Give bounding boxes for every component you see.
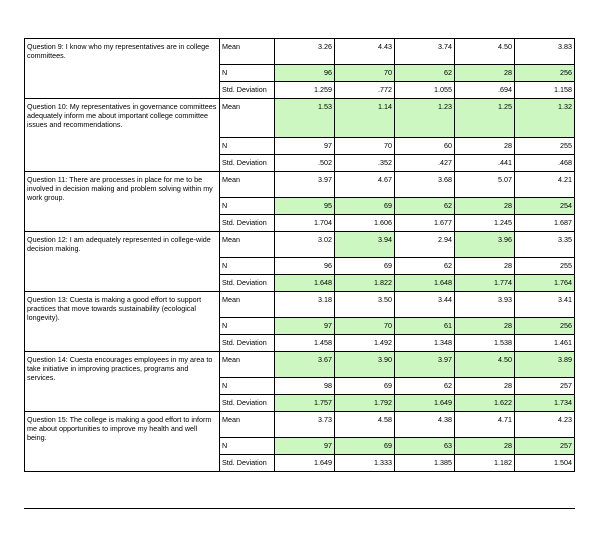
mean-value-cell: 3.26	[275, 39, 335, 65]
mean-value-cell: 3.83	[515, 39, 575, 65]
question-text: Question 14: Cuesta encourages employees in my area to take initiative in improving practices, programs and services.	[25, 352, 220, 412]
std-deviation-value-cell: 1.333	[335, 455, 395, 472]
std-deviation-value-cell: 1.704	[275, 215, 335, 232]
mean-value-cell: 1.14	[335, 99, 395, 138]
row-label-mean: Mean	[220, 172, 275, 198]
std-deviation-value-cell: 1.734	[515, 395, 575, 412]
n-value-cell: 96	[275, 258, 335, 275]
std-deviation-value-cell: 1.622	[455, 395, 515, 412]
mean-value-cell: 3.41	[515, 292, 575, 318]
row-label-std-deviation: Std. Deviation	[220, 455, 275, 472]
mean-value-cell: 3.73	[275, 412, 335, 438]
n-value-cell: 69	[335, 378, 395, 395]
n-value-cell: 70	[335, 318, 395, 335]
n-value-cell: 97	[275, 138, 335, 155]
n-value-cell: 28	[455, 138, 515, 155]
mean-value-cell: 1.25	[455, 99, 515, 138]
row-label-mean: Mean	[220, 412, 275, 438]
n-value-cell: 28	[455, 318, 515, 335]
std-deviation-value-cell: 1.687	[515, 215, 575, 232]
n-value-cell: 257	[515, 378, 575, 395]
n-value-cell: 28	[455, 258, 515, 275]
n-value-cell: 69	[335, 258, 395, 275]
n-value-cell: 28	[455, 378, 515, 395]
row-label-mean: Mean	[220, 292, 275, 318]
mean-value-cell: 4.43	[335, 39, 395, 65]
mean-value-cell: 3.44	[395, 292, 455, 318]
n-value-cell: 256	[515, 318, 575, 335]
n-value-cell: 257	[515, 438, 575, 455]
mean-value-cell: 3.89	[515, 352, 575, 378]
row-label-n: N	[220, 378, 275, 395]
n-value-cell: 97	[275, 438, 335, 455]
mean-value-cell: 3.74	[395, 39, 455, 65]
mean-value-cell: 4.67	[335, 172, 395, 198]
n-value-cell: 61	[395, 318, 455, 335]
mean-value-cell: 3.97	[275, 172, 335, 198]
mean-value-cell: 3.90	[335, 352, 395, 378]
std-deviation-value-cell: 1.649	[395, 395, 455, 412]
row-label-std-deviation: Std. Deviation	[220, 275, 275, 292]
n-value-cell: 28	[455, 65, 515, 82]
question-text: Question 13: Cuesta is making a good effort to support practices that move towards sustainability (ecological longevity).	[25, 292, 220, 352]
question-text: Question 9: I know who my representatives are in college committees.	[25, 39, 220, 99]
mean-value-cell: 2.94	[395, 232, 455, 258]
std-deviation-value-cell: 1.648	[395, 275, 455, 292]
n-value-cell: 60	[395, 138, 455, 155]
mean-value-cell: 1.32	[515, 99, 575, 138]
n-value-cell: 62	[395, 198, 455, 215]
mean-value-cell: 3.96	[455, 232, 515, 258]
mean-value-cell: 5.07	[455, 172, 515, 198]
row-label-n: N	[220, 438, 275, 455]
std-deviation-value-cell: 1.245	[455, 215, 515, 232]
n-value-cell: 254	[515, 198, 575, 215]
row-label-mean: Mean	[220, 352, 275, 378]
row-label-mean: Mean	[220, 39, 275, 65]
n-value-cell: 62	[395, 378, 455, 395]
n-value-cell: 69	[335, 198, 395, 215]
mean-value-cell: 1.23	[395, 99, 455, 138]
row-label-n: N	[220, 138, 275, 155]
mean-value-cell: 4.21	[515, 172, 575, 198]
std-deviation-value-cell: 1.774	[455, 275, 515, 292]
mean-value-cell: 4.71	[455, 412, 515, 438]
n-value-cell: 28	[455, 438, 515, 455]
mean-value-cell: 3.67	[275, 352, 335, 378]
row-label-std-deviation: Std. Deviation	[220, 215, 275, 232]
row-label-n: N	[220, 198, 275, 215]
row-label-mean: Mean	[220, 232, 275, 258]
mean-value-cell: 3.50	[335, 292, 395, 318]
mean-value-cell: 4.38	[395, 412, 455, 438]
std-deviation-value-cell: .468	[515, 155, 575, 172]
mean-value-cell: 4.50	[455, 352, 515, 378]
std-deviation-value-cell: 1.606	[335, 215, 395, 232]
row-label-n: N	[220, 318, 275, 335]
std-deviation-value-cell: 1.458	[275, 335, 335, 352]
std-deviation-value-cell: .427	[395, 155, 455, 172]
std-deviation-value-cell: 1.822	[335, 275, 395, 292]
mean-value-cell: 3.94	[335, 232, 395, 258]
mean-value-cell: 3.97	[395, 352, 455, 378]
std-deviation-value-cell: .441	[455, 155, 515, 172]
survey-results-table	[24, 38, 575, 472]
std-deviation-value-cell: 1.461	[515, 335, 575, 352]
std-deviation-value-cell: 1.757	[275, 395, 335, 412]
n-value-cell: 96	[275, 65, 335, 82]
table-row	[25, 352, 575, 378]
table-row	[25, 172, 575, 198]
std-deviation-value-cell: .694	[455, 82, 515, 99]
table-bottom-border	[24, 508, 575, 509]
std-deviation-value-cell: 1.538	[455, 335, 515, 352]
mean-value-cell: 1.53	[275, 99, 335, 138]
std-deviation-value-cell: 1.055	[395, 82, 455, 99]
std-deviation-value-cell: 1.385	[395, 455, 455, 472]
question-text: Question 11: There are processes in place for me to be involved in decision making and problem solving within my work group.	[25, 172, 220, 232]
n-value-cell: 98	[275, 378, 335, 395]
mean-value-cell: 3.35	[515, 232, 575, 258]
question-text: Question 15: The college is making a good effort to inform me about opportunities to improve my health and well being.	[25, 412, 220, 472]
std-deviation-value-cell: .502	[275, 155, 335, 172]
mean-value-cell: 3.93	[455, 292, 515, 318]
n-value-cell: 69	[335, 438, 395, 455]
mean-value-cell: 4.23	[515, 412, 575, 438]
std-deviation-value-cell: 1.649	[275, 455, 335, 472]
n-value-cell: 63	[395, 438, 455, 455]
mean-value-cell: 3.18	[275, 292, 335, 318]
std-deviation-value-cell: 1.504	[515, 455, 575, 472]
table-row	[25, 232, 575, 258]
std-deviation-value-cell: 1.259	[275, 82, 335, 99]
std-deviation-value-cell: 1.792	[335, 395, 395, 412]
question-text: Question 10: My representatives in governance committees adequately inform me about important college committee issues and recommendations.	[25, 99, 220, 172]
n-value-cell: 95	[275, 198, 335, 215]
row-label-std-deviation: Std. Deviation	[220, 395, 275, 412]
table-row	[25, 39, 575, 65]
n-value-cell: 255	[515, 138, 575, 155]
n-value-cell: 70	[335, 138, 395, 155]
n-value-cell: 62	[395, 258, 455, 275]
std-deviation-value-cell: 1.158	[515, 82, 575, 99]
row-label-mean: Mean	[220, 99, 275, 138]
row-label-std-deviation: Std. Deviation	[220, 335, 275, 352]
mean-value-cell: 4.50	[455, 39, 515, 65]
mean-value-cell: 4.58	[335, 412, 395, 438]
n-value-cell: 70	[335, 65, 395, 82]
n-value-cell: 28	[455, 198, 515, 215]
table-row	[25, 412, 575, 438]
std-deviation-value-cell: 1.764	[515, 275, 575, 292]
std-deviation-value-cell: 1.182	[455, 455, 515, 472]
n-value-cell: 256	[515, 65, 575, 82]
std-deviation-value-cell: 1.348	[395, 335, 455, 352]
table-row	[25, 99, 575, 138]
table-body	[25, 39, 575, 472]
row-label-n: N	[220, 258, 275, 275]
std-deviation-value-cell: 1.492	[335, 335, 395, 352]
row-label-std-deviation: Std. Deviation	[220, 155, 275, 172]
std-deviation-value-cell: .352	[335, 155, 395, 172]
mean-value-cell: 3.68	[395, 172, 455, 198]
row-label-std-deviation: Std. Deviation	[220, 82, 275, 99]
n-value-cell: 97	[275, 318, 335, 335]
table-row	[25, 292, 575, 318]
mean-value-cell: 3.02	[275, 232, 335, 258]
std-deviation-value-cell: .772	[335, 82, 395, 99]
question-text: Question 12: I am adequately represented in college-wide decision making.	[25, 232, 220, 292]
std-deviation-value-cell: 1.648	[275, 275, 335, 292]
n-value-cell: 62	[395, 65, 455, 82]
row-label-n: N	[220, 65, 275, 82]
n-value-cell: 255	[515, 258, 575, 275]
std-deviation-value-cell: 1.677	[395, 215, 455, 232]
